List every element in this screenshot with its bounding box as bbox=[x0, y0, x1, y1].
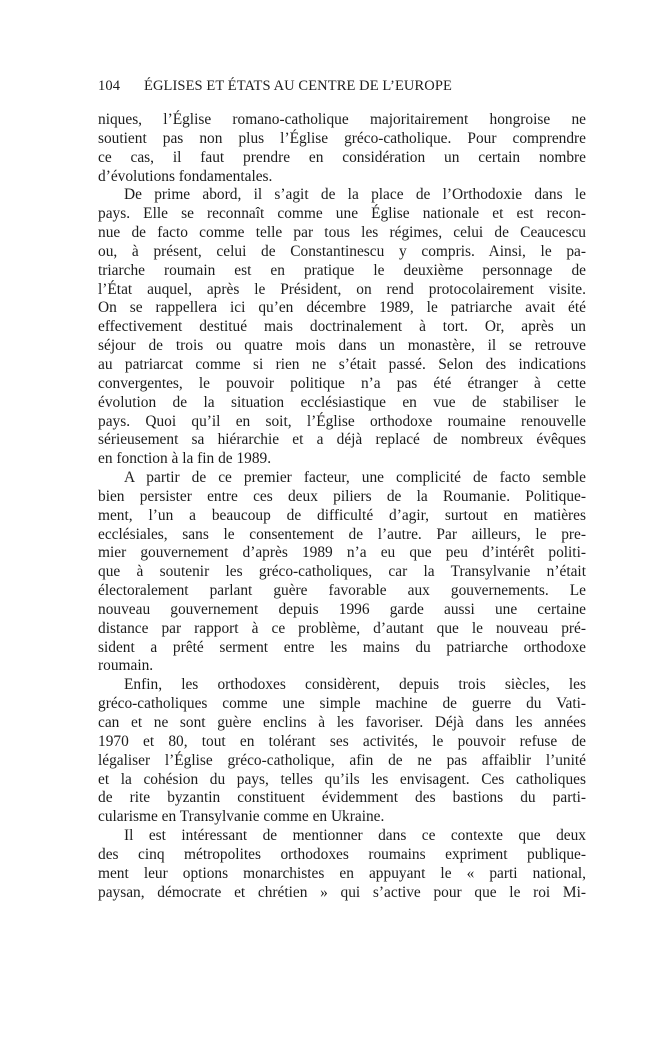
text-line: que à soutenir les gréco-catholiques, car la Transylvanie n’était bbox=[98, 563, 586, 581]
text-line: pays. Quoi qu’il en soit, l’Église orthodoxe roumaine renouvelle bbox=[98, 412, 586, 430]
text-line: ou, à présent, celui de Constantinescu y compris. Ainsi, le pa- bbox=[98, 242, 586, 260]
text-line: On se rappellera ici qu’en décembre 1989, le patriarche avait été bbox=[98, 299, 586, 317]
text-line: can et ne sont guère enclins à les favoriser. Déjà dans les années bbox=[98, 714, 586, 731]
text-line: évolution de la situation ecclésiastique en vue de stabiliser le bbox=[98, 393, 586, 411]
running-head-title: ÉGLISES ET ÉTATS AU CENTRE DE L’EUROPE bbox=[144, 78, 452, 94]
paragraph bbox=[98, 111, 586, 186]
text-line: ment, l’un a beaucoup de difficulté d’agir, surtout en matières bbox=[98, 506, 586, 524]
text-line: ment leur options monarchistes en appuyant le « parti national, bbox=[98, 864, 586, 882]
paragraph bbox=[98, 827, 586, 902]
text-line: au patriarcat comme si rien ne s’était passé. Selon des indications bbox=[98, 355, 586, 373]
text-line: nue de facto comme telle par tous les régimes, celui de Ceaucescu bbox=[98, 224, 586, 242]
text-line: nouveau gouvernement depuis 1996 garde aussi une certaine bbox=[98, 600, 586, 618]
text-line: sident a prêté serment entre les mains du patriarche orthodoxe bbox=[98, 638, 586, 656]
text-line: A partir de ce premier facteur, une complicité de facto semble bbox=[124, 469, 586, 487]
text-line: électoralement parlant guère favorable aux gouvernements. Le bbox=[98, 582, 586, 600]
text-line: paysan, démocrate et chrétien » qui s’active pour que le roi Mi- bbox=[98, 883, 586, 901]
text-line: sérieusement sa hiérarchie et a déjà replacé de nombreux évêques bbox=[98, 431, 586, 449]
text-line: triarche roumain est en pratique le deuxième personnage de bbox=[98, 261, 586, 279]
text-line: 1970 et 80, tout en tolérant ses activités, le pouvoir refuse de bbox=[98, 732, 586, 750]
text-line: ce cas, il faut prendre en considération un certain nombre bbox=[98, 148, 586, 166]
text-line: soutient pas non plus l’Église gréco-catholique. Pour comprendre bbox=[98, 129, 586, 147]
text-line: et la cohésion du pays, telles qu’ils les envisagent. Ces catholiques bbox=[98, 770, 586, 788]
text-line: ecclésiales, sans le consentement de l’autre. Par ailleurs, le pre- bbox=[98, 525, 586, 543]
paragraph bbox=[98, 186, 586, 469]
running-head bbox=[98, 78, 528, 98]
text-line: l’État auquel, après le Président, on rend protocolairement visite. bbox=[98, 280, 586, 298]
text-line: en fonction à la fin de 1989. bbox=[98, 450, 272, 468]
text-line: distance par rapport à ce problème, d’autant que le nouveau pré- bbox=[98, 619, 586, 637]
page-number: 104 bbox=[98, 78, 121, 94]
text-line: roumain. bbox=[98, 657, 154, 675]
text-line: Enfin, les orthodoxes considèrent, depuis trois siècles, les bbox=[124, 676, 586, 694]
text-line: pays. Elle se reconnaît comme une Église nationale et est recon- bbox=[98, 205, 586, 223]
text-line: séjour de trois ou quatre mois dans un monastère, il se retrouve bbox=[98, 337, 586, 355]
text-line: convergentes, le pouvoir politique n’a pas été étranger à cette bbox=[98, 374, 586, 392]
text-line: des cinq métropolites orthodoxes roumains expriment publique- bbox=[98, 845, 586, 863]
text-line: d’évolutions fondamentales. bbox=[98, 167, 273, 185]
paragraph bbox=[98, 469, 586, 676]
text-line: mier gouvernement d’après 1989 n’a eu que peu d’intérêt politi- bbox=[98, 544, 586, 562]
text-line: bien persister entre ces deux piliers de la Roumanie. Politique- bbox=[98, 487, 586, 505]
paragraph bbox=[98, 676, 586, 827]
text-line: De prime abord, il s’agit de la place de l’Orthodoxie dans le bbox=[124, 186, 586, 204]
body-text bbox=[98, 111, 586, 902]
text-line: légaliser l’Église gréco-catholique, afin de ne pas affaiblir l’unité bbox=[98, 751, 586, 769]
text-line: cularisme en Transylvanie comme en Ukraine. bbox=[98, 808, 385, 826]
text-line: effectivement destitué mais doctrinalement à tort. Or, après un bbox=[98, 318, 586, 336]
text-line: gréco-catholiques comme une simple machine de guerre du Vati- bbox=[98, 695, 586, 713]
text-line: niques, l’Église romano-catholique majoritairement hongroise ne bbox=[98, 111, 586, 128]
text-line: de rite byzantin constituent évidemment des bastions du parti- bbox=[98, 789, 586, 807]
text-line: Il est intéressant de mentionner dans ce contexte que deux bbox=[124, 827, 586, 845]
